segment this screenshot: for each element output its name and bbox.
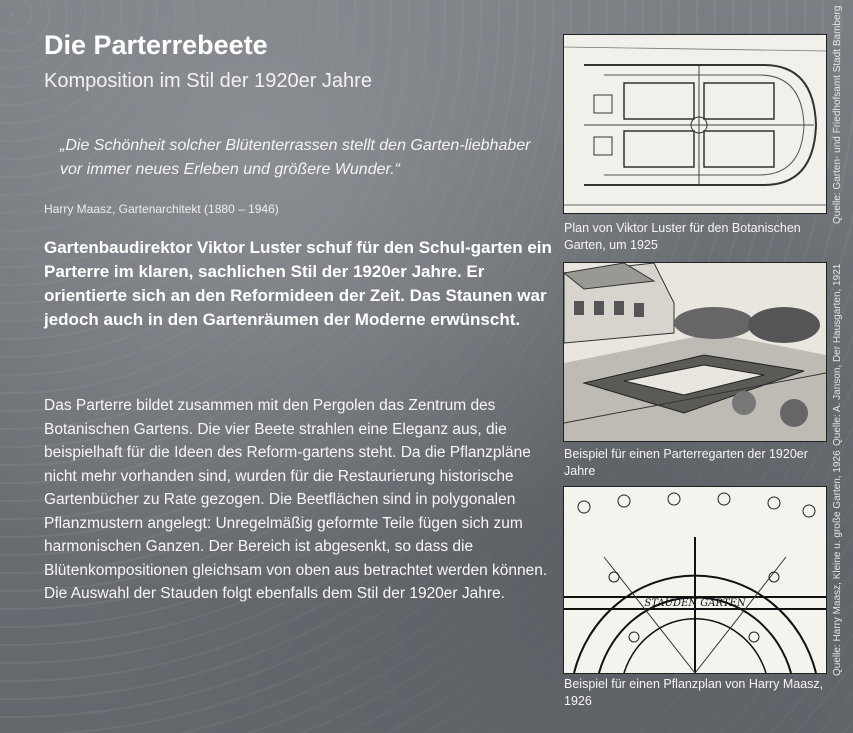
figure-1-caption: Plan von Viktor Luster für den Botanischen Garten, um 1925 xyxy=(564,221,801,252)
garden-plan-drawing xyxy=(564,35,826,213)
quote-author: Harry Maasz, Gartenarchitekt (1880 – 1946) xyxy=(44,202,279,216)
page-title: Die Parterrebeete xyxy=(44,30,268,60)
parterre-garden-image xyxy=(563,262,827,442)
figure-3-source: Quelle: Harry Maasz, Kleine u. große Garten, 1926 xyxy=(832,450,843,676)
planting-plan-label: STAUDEN GARTEN xyxy=(644,598,746,609)
figure-1-source: Quelle: Garten- und Friedhofsamt Stadt Bamberg xyxy=(832,5,843,224)
figure-2-source: Quelle: A. Janson, Der Hausgarten, 1921 xyxy=(832,263,843,446)
figure-2-caption: Beispiel für einen Parterregarten der 1920er Jahre xyxy=(564,447,808,478)
body-paragraph: Das Parterre bildet zusammen mit den Pergolen das Zentrum des Botanischen Gartens. Die vier Beete strahlen eine Eleganz aus, die beispielhaft für die Ideen des Reform-gartens steht. Da die Pflanzpläne nicht mehr vorhanden sind, wurden für die Restaurierung historische Gartenbücher zu Rate gezogen. Die Beetflächen sind in polygonalen Pflanzmustern angelegt: Unregelmäßig geformte Teile fügen sich zum harmonischen Ganzen. Der Bereich ist abgesenkt, so dass die Blütenkompositionen gleichsam von oben aus betrachtet werden können. Die Auswahl der Stauden folgt ebenfalls dem Stil der 1920er Jahre. xyxy=(44,397,548,602)
figure-3-caption: Beispiel für einen Pflanzplan von Harry Maasz, 1926 xyxy=(564,677,824,708)
page-subtitle: Komposition im Stil der 1920er Jahre xyxy=(44,70,372,92)
garden-plan-image xyxy=(563,34,827,214)
quote-text: „Die Schönheit solcher Blütenterrassen stellt den Garten-liebhaber vor immer neues Erleben und größere Wunder.“ xyxy=(60,137,531,178)
lead-paragraph: Gartenbaudirektor Viktor Luster schuf für den Schul-garten ein Parterre im klaren, sachlichen Stil der 1920er Jahre. Er orientierte sich an den Reformideen der Zeit. Das Staunen war jedoch auch in den Gartenräumen der Moderne erwünscht. xyxy=(44,238,552,329)
planting-plan-image xyxy=(563,486,827,674)
planting-plan-drawing xyxy=(564,487,826,673)
parterre-garden-drawing xyxy=(564,263,826,441)
